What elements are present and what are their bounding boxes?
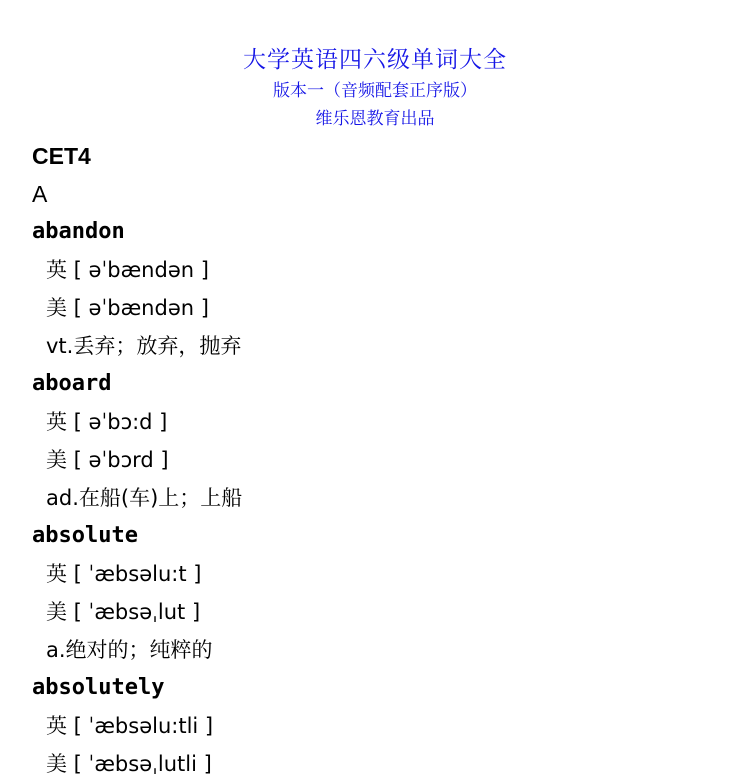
entry-uk-pronunciation: 英 [ ˈæbsəlu:t ] xyxy=(46,562,202,586)
document-title: 大学英语四六级单词大全 xyxy=(243,47,507,73)
entry-uk-pronunciation: 英 [ ˈæbsəlu:tli ] xyxy=(46,714,214,738)
word-list xyxy=(32,137,732,783)
entry-word-absolutely: absolutely xyxy=(32,675,165,700)
entry-uk-pronunciation: 英 [ əˈbɔ:d ] xyxy=(46,410,168,434)
entry-word-abandon: abandon xyxy=(32,219,125,244)
entry-us-pronunciation: 美 [ əˈbɔrd ] xyxy=(46,448,169,472)
entry-us-pronunciation: 美 [ əˈbændən ] xyxy=(46,296,209,320)
entry-definition: a.绝对的；纯粹的 xyxy=(46,638,213,662)
entry-us-pronunciation: 美 [ ˈæbsəˌlut ] xyxy=(46,600,201,624)
level-heading: CET4 xyxy=(32,143,91,169)
entry-us-pronunciation: 美 [ ˈæbsəˌlutli ] xyxy=(46,752,212,776)
entry-word-absolute: absolute xyxy=(32,523,138,548)
publisher-line: 维乐恩教育出品 xyxy=(315,109,435,129)
document-subtitle: 版本一（音频配套正序版） xyxy=(273,81,477,101)
entry-word-aboard: aboard xyxy=(32,371,112,396)
entry-uk-pronunciation: 英 [ əˈbændən ] xyxy=(46,258,209,282)
document-header xyxy=(0,44,750,133)
entry-definition: ad.在船(车)上；上船 xyxy=(46,486,243,510)
letter-heading: A xyxy=(32,181,48,207)
entry-definition: vt.丢弃；放弃，抛弃 xyxy=(46,334,242,358)
